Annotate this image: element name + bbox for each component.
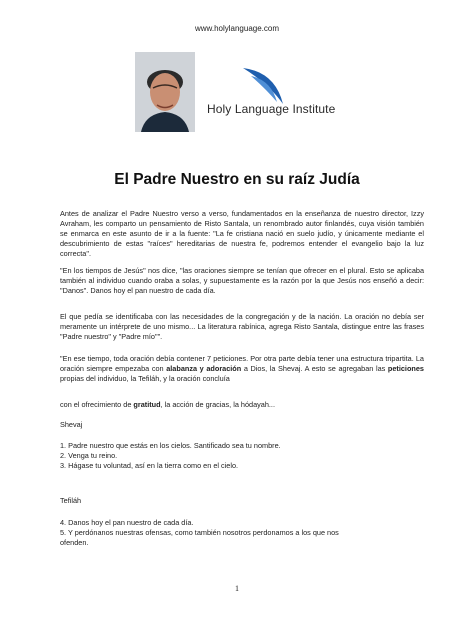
list-item: 1. Padre nuestro que estás en los cielos. Santificado sea tu nombre. xyxy=(60,441,281,450)
author-portrait xyxy=(135,52,195,132)
p4-text-3: propias del individuo, la Tefiláh, y la oración concluía xyxy=(60,374,230,384)
site-url: www.holylanguage.com xyxy=(194,24,280,33)
p4-text-1: "En ese tiempo, toda oración debía contener 7 peticiones. Por otra parte debía tener una estructura tripartita. La oración siempre empezaba con xyxy=(60,354,424,374)
heading-shevaj: Shevaj xyxy=(60,420,83,429)
list-item: 4. Danos hoy el pan nuestro de cada día. xyxy=(60,518,194,527)
list-item: 2. Venga tu reino. xyxy=(60,451,118,461)
paragraph-gratitude xyxy=(60,400,424,410)
p5-text-1: con el ofrecimiento de xyxy=(60,400,134,409)
list-tefilah xyxy=(60,518,424,548)
logo-icon xyxy=(235,64,295,106)
list-item: 5. Y perdónanos nuestras ofensas, como también nosotros perdonamos a los que nos xyxy=(60,528,339,538)
p4-bold-1: alabanza y adoración xyxy=(166,364,242,374)
paragraph-intro: Antes de analizar el Padre Nuestro verso a verso, fundamentados en la enseñanza de nuestro director, Izzy Avraham, les comparto un pensamiento de Risto Santala, un renombrado autor finlandés, cuya visión también se enmarca en este asunto de ir a la fuente: "La fe cristiana nació en suelo judío, y únicamente mediante el descubrimiento de estas "raíces" hereditarias de nuestra fe, podremos entender el evangelio bajo la luz correcta". xyxy=(60,209,424,259)
p4-text-2: a Dios, la Shevaj. A esto se agregaban las xyxy=(241,364,388,374)
paragraph-plural-prayer: "En los tiempos de Jesús" nos dice, "las oraciones siempre se tenían que ofrecer en el plural. Esto se aplicaba también al individuo cuando oraba a solas, y supuestamente es la razón por la que Jesús nos enseñó a decir: "Danos". Danos hoy el pan nuestro de cada día. xyxy=(60,266,424,296)
list-shevaj xyxy=(60,441,424,471)
paragraph-seven-petitions xyxy=(60,354,424,384)
p4-bold-2: peticiones xyxy=(387,364,424,374)
heading-tefilah: Tefiláh xyxy=(60,496,82,505)
p5-bold: gratitud xyxy=(133,400,161,409)
list-item: ofenden. xyxy=(60,538,89,548)
paragraph-congregation: El que pedía se identificaba con las necesidades de la congregación y de la nación. La oración no debía ser meramente un intérprete de uno mismo... La literatura rabínica, agrega Risto Santala, distingue entre las frases "Padre nuestro" y "Padre mío"". xyxy=(60,312,424,342)
logo-text: Holy Language Institute xyxy=(207,102,336,116)
list-item: 3. Hágase tu voluntad, así en la tierra como en el cielo. xyxy=(60,461,239,471)
page-number: 1 xyxy=(235,584,239,593)
document-title: El Padre Nuestro en su raíz Judía xyxy=(114,171,360,188)
p5-text-2: , la acción de gracias, la hódayah... xyxy=(160,400,275,409)
